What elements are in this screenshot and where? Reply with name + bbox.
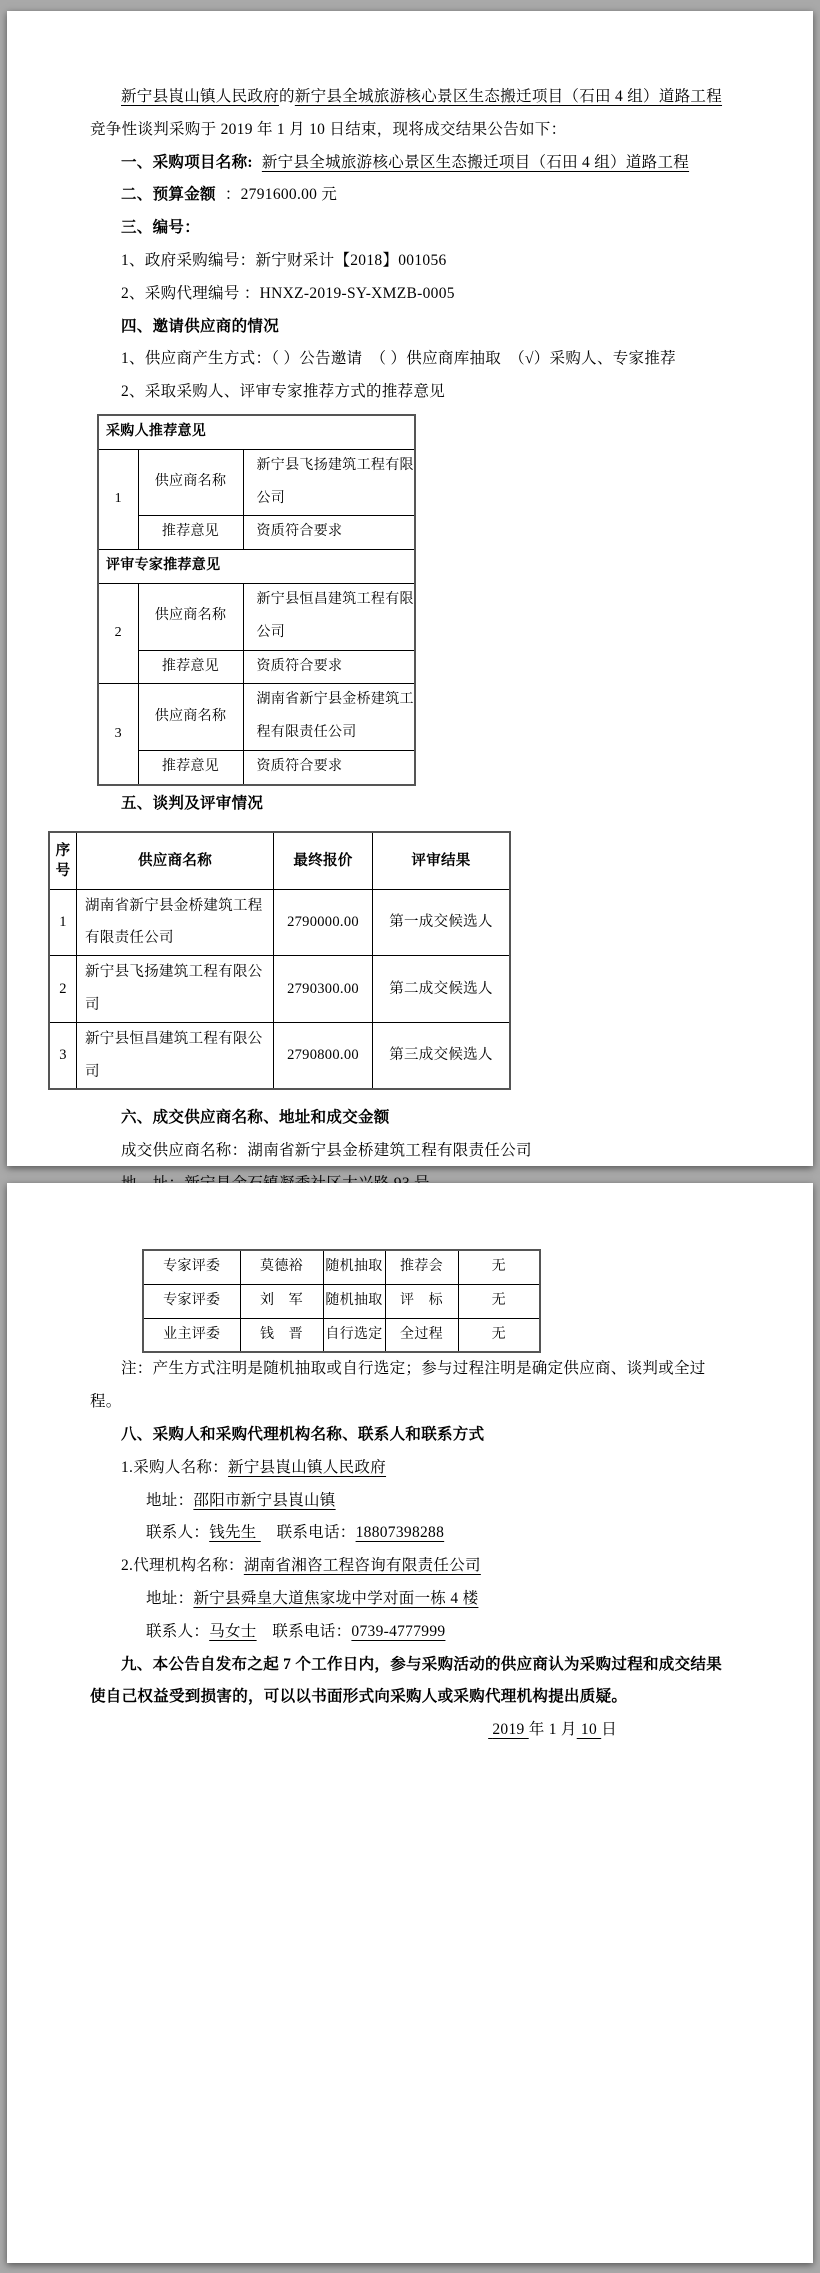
remark-cell: 无 <box>458 1318 540 1352</box>
result-table <box>48 831 511 1091</box>
buyer-address-label: 地址： <box>146 1491 194 1509</box>
agency-contact-line <box>90 1616 725 1649</box>
seq-cell: 3 <box>49 1022 77 1089</box>
winner-name-text: 成交供应商名称：湖南省新宁县金桥建筑工程有限责任公司 <box>121 1142 532 1160</box>
buyer-org-name: 新宁县崀山镇人民政府 <box>121 88 280 105</box>
section-4-label: 四、邀请供应商的情况 <box>121 317 280 335</box>
buyer-address-value: 邵阳市新宁县崀山镇 <box>193 1491 336 1509</box>
price-cell: 2790000.00 <box>274 889 373 956</box>
section-5-label: 五、谈判及评审情况 <box>121 794 264 812</box>
opinion-value: 资质符合要求 <box>243 650 415 684</box>
agency-address-label: 地址： <box>146 1589 194 1607</box>
role-cell: 专家评委 <box>143 1250 240 1284</box>
buyer-name-line <box>90 1452 725 1485</box>
page1-content <box>7 11 813 1340</box>
supplier-name-label: 供应商名称 <box>138 684 243 751</box>
method-cell: 随机抽取 <box>323 1250 385 1284</box>
section-3-numbers <box>90 212 725 245</box>
expert-recommendation-header: 评审专家推荐意见 <box>98 550 415 584</box>
table-row-number: 2 <box>98 583 138 683</box>
buyer-contact-value: 钱先生 <box>209 1524 261 1542</box>
section-9-text: 九、本公告自发布之起 7 个工作日内，参与采购活动的供应商认为采购过程和成交结果使自己权益受到损害的，可以以书面形式向采购人或采购代理机构提出质疑。 <box>90 1655 723 1706</box>
winner-name-line <box>90 1135 725 1168</box>
price-cell: 2790800.00 <box>274 1022 373 1089</box>
agency-procurement-number <box>90 278 725 311</box>
column-header-review-result: 评审结果 <box>373 832 511 890</box>
section-6-label: 六、成交供应商名称、地址和成交金额 <box>121 1109 390 1127</box>
date-suffix: 日 <box>601 1721 617 1739</box>
supplier-cell: 新宁县恒昌建筑工程有限公司 <box>77 1022 274 1089</box>
result-table-header-row <box>49 832 510 890</box>
seq-cell: 2 <box>49 956 77 1023</box>
agency-address-line <box>90 1583 725 1616</box>
announcement-date <box>90 1714 725 1747</box>
name-cell: 钱 晋 <box>240 1318 323 1352</box>
recommendation-method-line <box>90 376 725 409</box>
process-cell: 评 标 <box>385 1284 458 1318</box>
name-cell: 莫德裕 <box>240 1250 323 1284</box>
buyer-name-label: 1.采购人名称： <box>121 1458 229 1476</box>
table-row <box>49 889 510 956</box>
budget-amount: ：2791600.00 元 <box>224 186 338 204</box>
supplier-name-value: 湖南省新宁县金桥建筑工程有限责任公司 <box>243 684 415 751</box>
section-2-label: 二、预算金额 <box>121 186 216 204</box>
buyer-recommendation-header: 采购人推荐意见 <box>98 415 415 449</box>
buyer-name-value: 新宁县崀山镇人民政府 <box>228 1458 387 1476</box>
role-cell: 专家评委 <box>143 1284 240 1318</box>
agency-procurement-number-text: 2、采购代理编号 ：HNXZ-2019-SY-XMZB-0005 <box>121 284 455 302</box>
agency-phone-label: 联系电话： <box>256 1622 352 1640</box>
buyer-address-line <box>90 1485 725 1518</box>
date-month: 年 1 月 <box>528 1721 577 1739</box>
result-cell: 第一成交候选人 <box>373 889 511 956</box>
table-row <box>49 956 510 1023</box>
column-header-seq: 序号 <box>49 832 77 890</box>
method-cell: 随机抽取 <box>323 1284 385 1318</box>
table-row <box>143 1250 540 1284</box>
intro-paragraph <box>90 81 725 147</box>
agency-contact-value: 马女士 <box>209 1622 257 1640</box>
date-day: 10 <box>576 1721 602 1739</box>
recommendation-method-text: 2、采取采购人、评审专家推荐方式的推荐意见 <box>121 383 446 401</box>
remark-cell: 无 <box>458 1284 540 1318</box>
name-cell: 刘 军 <box>240 1284 323 1318</box>
seq-cell: 1 <box>49 889 77 956</box>
panel-note <box>90 1353 725 1419</box>
document-page-2 <box>7 1183 813 2263</box>
supplier-name-value: 新宁县恒昌建筑工程有限公司 <box>243 583 415 650</box>
buyer-contact-line <box>90 1517 725 1550</box>
section-2-budget <box>90 179 725 212</box>
agency-name-value: 湖南省湘咨工程咨询有限责任公司 <box>243 1557 481 1575</box>
gov-procurement-number <box>90 245 725 278</box>
table-row-number: 3 <box>98 684 138 785</box>
document-page-1 <box>7 11 813 1166</box>
gov-procurement-number-text: 1、政府采购编号：新宁财采计【2018】001056 <box>121 251 447 269</box>
intro-rest: 竞争性谈判采购于 2019 年 1 月 10 日结束，现将成交结果公告如下： <box>90 120 567 138</box>
agency-name-label: 2.代理机构名称： <box>121 1557 244 1575</box>
supplier-name-label: 供应商名称 <box>138 449 243 516</box>
opinion-label: 推荐意见 <box>138 650 243 684</box>
opinion-value: 资质符合要求 <box>243 516 415 550</box>
section-3-label: 三、编号： <box>121 219 201 237</box>
table-row-number: 1 <box>98 449 138 549</box>
agency-phone-value: 0739-4777999 <box>351 1622 446 1640</box>
section-5-negotiation <box>90 788 725 821</box>
supplier-name-value: 新宁县飞扬建筑工程有限公司 <box>243 449 415 516</box>
role-cell: 业主评委 <box>143 1318 240 1352</box>
agency-name-line <box>90 1550 725 1583</box>
section-8-label: 八、采购人和采购代理机构名称、联系人和联系方式 <box>121 1425 485 1443</box>
buyer-phone-label: 联系电话： <box>260 1524 356 1542</box>
result-cell: 第二成交候选人 <box>373 956 511 1023</box>
table-row <box>143 1284 540 1318</box>
opinion-label: 推荐意见 <box>138 516 243 550</box>
process-cell: 全过程 <box>385 1318 458 1352</box>
recommendation-table <box>97 414 416 786</box>
agency-contact-label: 联系人： <box>146 1622 210 1640</box>
project-name: 新宁县全城旅游核心景区生态搬迁项目（石田 4 组）道路工程 <box>294 88 723 105</box>
agency-address-value: 新宁县舜皇大道焦家垅中学对面一栋 4 楼 <box>193 1589 479 1607</box>
date-year: 2019 <box>488 1721 529 1739</box>
buyer-contact-label: 联系人： <box>146 1524 210 1542</box>
supplier-selection-method <box>90 343 725 376</box>
result-cell: 第三成交候选人 <box>373 1022 511 1089</box>
section-4-invited-suppliers <box>90 311 725 344</box>
buyer-phone-value: 18807398288 <box>355 1524 445 1542</box>
column-header-final-price: 最终报价 <box>274 832 373 890</box>
section-1-project-name <box>90 147 725 180</box>
supplier-selection-method-text: 1、供应商产生方式：（ ）公告邀请 （ ）供应商库抽取 （√）采购人、专家推荐 <box>121 350 676 368</box>
supplier-name-label: 供应商名称 <box>138 583 243 650</box>
table-row <box>143 1318 540 1352</box>
intro-connector: 的 <box>279 88 295 105</box>
section-9-objection <box>90 1649 725 1715</box>
process-cell: 推荐会 <box>385 1250 458 1284</box>
section-6-winner-info <box>90 1102 725 1135</box>
section-1-value: 新宁县全城旅游核心景区生态搬迁项目（石田 4 组）道路工程 <box>261 153 690 171</box>
panel-table-continued <box>142 1249 541 1353</box>
section-8-contacts <box>90 1419 725 1452</box>
supplier-cell: 湖南省新宁县金桥建筑工程有限责任公司 <box>77 889 274 956</box>
column-header-supplier: 供应商名称 <box>77 832 274 890</box>
price-cell: 2790300.00 <box>274 956 373 1023</box>
panel-note-text: 注：产生方式注明是随机抽取或自行选定；参与过程注明是确定供应商、谈判或全过程。 <box>90 1360 706 1411</box>
remark-cell: 无 <box>458 1250 540 1284</box>
method-cell: 自行选定 <box>323 1318 385 1352</box>
table-row <box>49 1022 510 1089</box>
supplier-cell: 新宁县飞扬建筑工程有限公司 <box>77 956 274 1023</box>
page2-content <box>7 1183 813 1747</box>
opinion-label: 推荐意见 <box>138 750 243 784</box>
opinion-value: 资质符合要求 <box>243 750 415 784</box>
section-1-label: 一、采购项目名称: <box>121 153 253 171</box>
